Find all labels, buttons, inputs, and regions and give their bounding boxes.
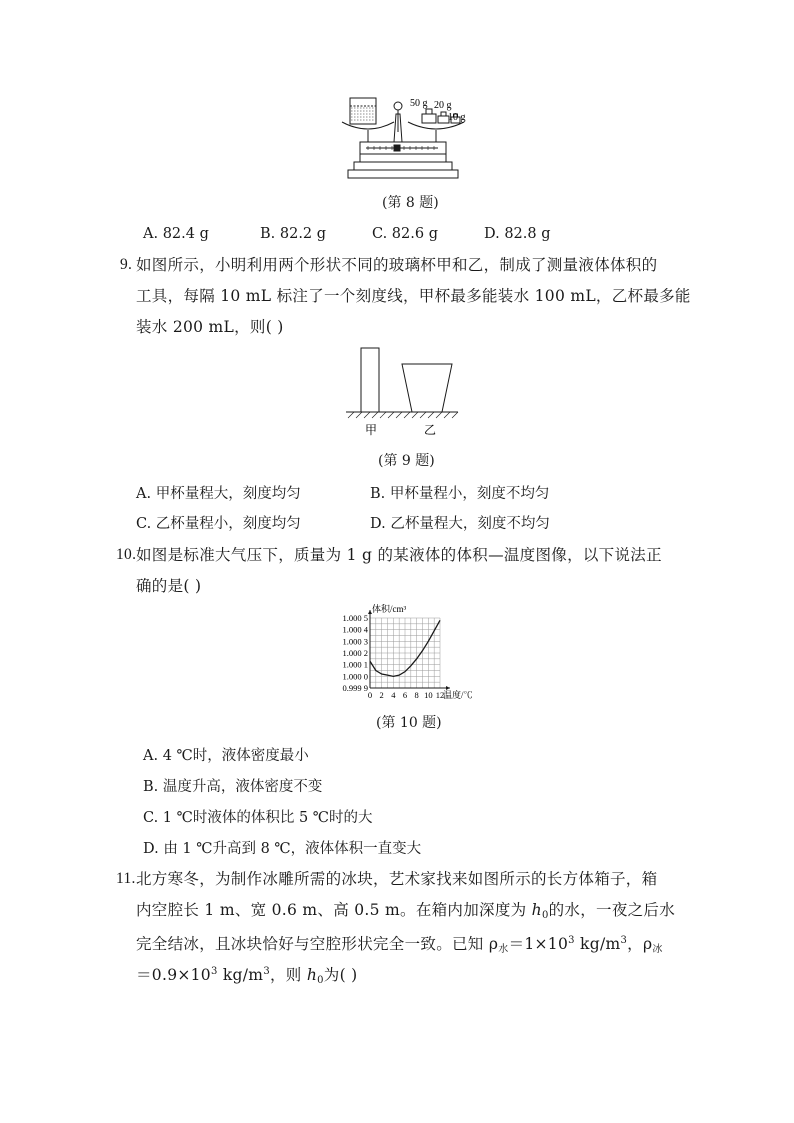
x-tick-label: 8 — [414, 690, 419, 700]
q10-option-b: B. 温度升高，液体密度不变 — [143, 779, 323, 795]
q10-option-a: A. 4 ℃时，液体密度最小 — [143, 748, 309, 764]
cup-label-jia: 甲 — [365, 423, 378, 437]
y-tick-label: 1.000 4 — [342, 624, 368, 635]
x-axis-label: 温度/℃ — [443, 690, 473, 700]
x-tick-label: 6 — [402, 690, 408, 700]
q9-stem-line-2: 工具，每隔 10 mL 标注了一个刻度线，甲杯最多能装水 100 mL，乙杯最多能 — [136, 287, 691, 305]
x-tick-label: 10 — [424, 690, 433, 700]
q9-option-d: D. 乙杯量程大，刻度不均匀 — [370, 516, 550, 532]
q8-caption: (第 8 题) — [382, 195, 439, 211]
y-tick-label: 1.000 2 — [342, 648, 368, 658]
q9-stem-line-3: 装水 200 mL，则( ) — [136, 318, 284, 336]
q10-number: 10. — [116, 546, 137, 563]
y-tick-label: 1.000 3 — [342, 636, 368, 647]
volume-temperature-chart — [330, 602, 490, 700]
q11-stem-line-2: 内空腔长 1 m、宽 0.6 m、高 0.5 m。在箱内加深度为 $h_0$的水，一夜之后水 — [136, 901, 676, 921]
q10-option-c: C. 1 ℃时液体的体积比 5 ℃时的大 — [143, 810, 373, 826]
y-axis-label: 体积/cm³ — [372, 604, 407, 614]
weight-label-10: 10 g — [448, 112, 466, 123]
weight-label-20: 20 g — [434, 100, 452, 111]
balance-figure — [338, 92, 478, 184]
x-tick-label: 0 — [367, 690, 373, 700]
q8-option-b: B. 82.2 g — [260, 226, 327, 242]
q9-number: 9. — [120, 256, 133, 273]
weight-label-50: 50 g — [410, 98, 428, 109]
q11-stem-line-4: $=0.9\times 10^3$ $kg/m^3$，则 $h_0$为( ) — [136, 966, 358, 986]
chart-axes — [368, 610, 450, 690]
q10-stem-line-1: 如图是标准大气压下，质量为 1 g 的某液体的体积—温度图像，以下说法正 — [136, 546, 662, 564]
q8-option-a: A. 82.4 g — [143, 226, 209, 242]
q9-stem-line-1: 如图所示，小明利用两个形状不同的玻璃杯甲和乙，制成了测量液体体积的 — [136, 256, 658, 274]
q11-stem-line-1: 北方寒冬，为制作冰雕所需的冰块，艺术家找来如图所示的长方体箱子，箱 — [136, 870, 658, 888]
cups-figure — [344, 342, 460, 440]
x-tick-labels — [368, 690, 444, 700]
q9-option-a: A. 甲杯量程大，刻度均匀 — [136, 486, 301, 502]
q11-stem-line-3: 完全结冰，且冰块恰好与空腔形状完全一致。已知 $\rho_水=1\times 10^3$ $kg/m^3$，$\rho_冰$ — [136, 935, 663, 955]
x-tick-label: 12 — [435, 690, 445, 700]
y-tick-label: 1.000 0 — [342, 671, 368, 682]
chart-grid — [370, 618, 440, 688]
y-tick-labels — [343, 613, 369, 693]
y-tick-label: 1.000 1 — [342, 659, 368, 670]
q9-caption: (第 9 题) — [378, 453, 435, 469]
q8-option-d: D. 82.8 g — [484, 226, 551, 242]
q11-number: 11. — [116, 870, 136, 887]
q9-option-b: B. 甲杯量程小，刻度不均匀 — [370, 486, 550, 502]
x-tick-label: 2 — [379, 690, 384, 700]
q10-option-d: D. 由 1 ℃升高到 8 ℃，液体体积一直变大 — [143, 841, 422, 857]
cup-label-yi: 乙 — [424, 423, 437, 437]
q8-option-c: C. 82.6 g — [372, 226, 438, 242]
q10-stem-line-2: 确的是( ) — [136, 577, 202, 595]
y-tick-label: 0.999 9 — [342, 683, 368, 693]
x-tick-label: 4 — [391, 690, 396, 700]
y-tick-label: 1.000 5 — [342, 613, 368, 623]
q10-caption: (第 10 题) — [376, 715, 442, 731]
q9-option-c: C. 乙杯量程小，刻度均匀 — [136, 516, 301, 532]
